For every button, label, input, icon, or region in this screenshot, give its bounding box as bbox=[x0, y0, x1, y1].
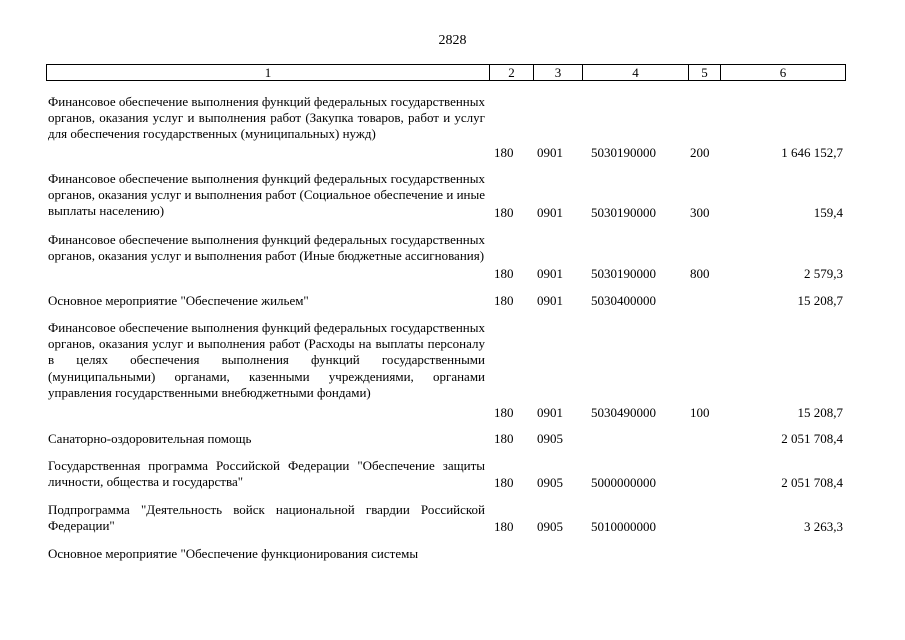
row-description: Основное мероприятие "Обеспечение функционирования системы bbox=[48, 546, 419, 561]
header-col-2: 2 bbox=[489, 65, 533, 80]
row-amount: 159,4 bbox=[813, 205, 843, 220]
row-description: Подпрограмма "Деятельность войск национальной гвардии Российской Федерации" bbox=[48, 502, 485, 534]
row-code-2: 180 bbox=[494, 475, 514, 490]
page-number: 2828 bbox=[438, 33, 467, 48]
row-amount: 3 263,3 bbox=[804, 519, 843, 534]
row-code-2: 180 bbox=[494, 145, 514, 160]
header-col-5: 5 bbox=[688, 65, 720, 80]
row-amount: 1 646 152,7 bbox=[781, 145, 843, 160]
row-code-4: 5030400000 bbox=[591, 293, 656, 308]
header-col-3: 3 bbox=[533, 65, 582, 80]
row-code-3: 0901 bbox=[537, 293, 563, 308]
row-code-3: 0901 bbox=[537, 145, 563, 160]
row-amount: 2 051 708,4 bbox=[781, 431, 843, 446]
row-code-5: 800 bbox=[690, 266, 710, 281]
row-code-4: 5000000000 bbox=[591, 475, 656, 490]
header-col-1: 1 bbox=[264, 65, 272, 80]
table-header bbox=[46, 64, 846, 81]
row-code-4: 5030490000 bbox=[591, 405, 656, 420]
row-amount: 15 208,7 bbox=[797, 293, 843, 308]
header-col-4: 4 bbox=[582, 65, 688, 80]
row-code-2: 180 bbox=[494, 431, 514, 446]
row-description: Основное мероприятие "Обеспечение жильем" bbox=[48, 293, 309, 308]
row-code-2: 180 bbox=[494, 205, 514, 220]
row-code-4: 5030190000 bbox=[591, 266, 656, 281]
row-code-2: 180 bbox=[494, 266, 514, 281]
row-code-3: 0901 bbox=[537, 405, 563, 420]
row-code-5: 100 bbox=[690, 405, 710, 420]
row-code-3: 0905 bbox=[537, 519, 563, 534]
row-code-5: 200 bbox=[690, 145, 710, 160]
row-description: Государственная программа Российской Федерации "Обеспечение защиты личности, общества и государства" bbox=[48, 458, 485, 490]
row-description: Финансовое обеспечение выполнения функций федеральных государственных органов, оказания услуг и выполнения работ (Закупка товаров, работ и услуг для обеспечения государственных (муниципальных) нужд) bbox=[48, 94, 485, 142]
row-code-2: 180 bbox=[494, 405, 514, 420]
row-amount: 2 579,3 bbox=[804, 266, 843, 281]
row-description: Финансовое обеспечение выполнения функций федеральных государственных органов, оказания услуг и выполнения работ (Расходы на выплаты персоналу в целях обеспечения выполнения функций государственными (муниципальными) органами, казенными учреждениями, органами управления государственными внебюджетными фондами) bbox=[48, 320, 485, 400]
row-description: Санаторно-оздоровительная помощь bbox=[48, 431, 252, 446]
row-description: Финансовое обеспечение выполнения функций федеральных государственных органов, оказания услуг и выполнения работ (Социальное обеспечение и иные выплаты населению) bbox=[48, 171, 485, 219]
row-amount: 15 208,7 bbox=[797, 405, 843, 420]
row-code-4: 5030190000 bbox=[591, 205, 656, 220]
row-code-2: 180 bbox=[494, 519, 514, 534]
row-code-3: 0901 bbox=[537, 205, 563, 220]
row-code-2: 180 bbox=[494, 293, 514, 308]
row-amount: 2 051 708,4 bbox=[781, 475, 843, 490]
row-code-3: 0905 bbox=[537, 475, 563, 490]
header-col-6: 6 bbox=[720, 65, 845, 80]
row-code-5: 300 bbox=[690, 205, 710, 220]
row-description: Финансовое обеспечение выполнения функций федеральных государственных органов, оказания услуг и выполнения работ (Иные бюджетные ассигнования) bbox=[48, 232, 485, 264]
row-code-3: 0901 bbox=[537, 266, 563, 281]
row-code-3: 0905 bbox=[537, 431, 563, 446]
row-code-4: 5030190000 bbox=[591, 145, 656, 160]
row-code-4: 5010000000 bbox=[591, 519, 656, 534]
